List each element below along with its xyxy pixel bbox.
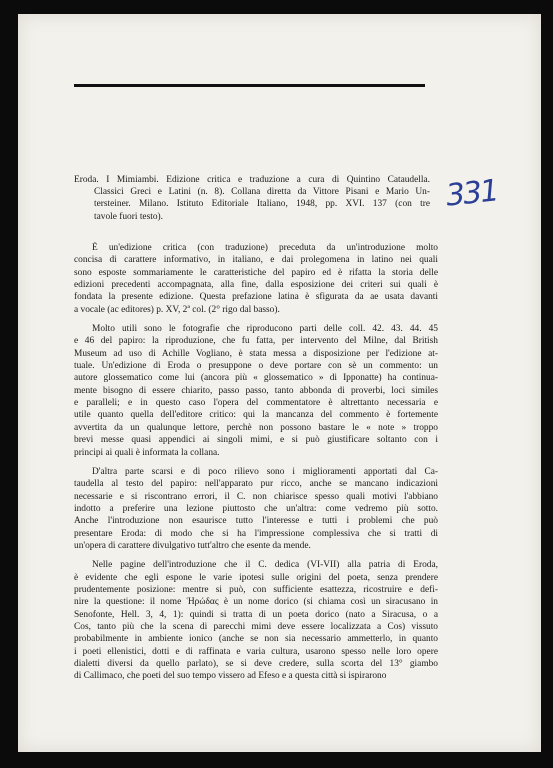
text-line: i poeti ellenistici, dotti e di raffinata e varia cultura, usarono spesso nelle loro opere — [74, 646, 438, 657]
text-line: Museum ad uso di Achille Vogliano, è stata messa a disposizione per l'edizione at- — [74, 348, 438, 359]
text-line: avvertita da un qualunque lettore, perchè non possono bastare le « note » troppo — [74, 422, 438, 433]
citation-line: tavole fuori testo). — [94, 211, 163, 222]
text-line: utile quanto quella dell'editore critico: qui la mancanza del commento è fortemente — [74, 410, 438, 421]
text-line: a vocale (ac editores) p. XV, 2ª col. (2° rigo dal basso). — [74, 304, 280, 315]
text-line: è evidente che egli espone le varie ipotesi sulle origini del poeta, senza prendere — [74, 572, 438, 583]
text-line: indotto a preferire una lezione piuttosto che un'altra: come vedremo più sotto. — [74, 503, 438, 514]
text-line: Senofonte, Hell. 3, 4, 1): quindi si tratta di un poeta dorico (nato a Siracusa, o a — [74, 609, 438, 620]
text-line: sono esposte sommariamente le caratteristiche del papiro ed è rifatta la storia delle — [74, 267, 438, 278]
review-body — [74, 242, 438, 690]
text-line: e 46 del papiro: la riproduzione, che fu fatta, per intervento del Milne, dal British — [74, 336, 438, 347]
text-line: probabilmente in ambiente ionico (anche se non sia necessario ammetterlo, in quanto — [74, 634, 438, 645]
text-line: autore glossematico come lui (ancora più « glossematico » di Ipponatte) ha continua- — [74, 373, 438, 384]
bibliographic-citation — [74, 174, 430, 223]
text-line: Cos, tanto più che la scena di parecchi mimi deve essere localizzata a Cos) vissuto — [74, 621, 438, 632]
text-line: tuale. Un'edizione di Eroda o presuppone o deve portare con sè un commento: un — [74, 361, 438, 372]
citation-line: Eroda. I Mimiambi. Edizione critica e traduzione a cura di Quintino Cataudella. — [74, 175, 430, 185]
text-line: concisa di carattere informativo, in italiano, e dai prolegomena in latino nei quali — [74, 255, 438, 266]
paragraph — [74, 242, 438, 316]
text-line: mente bisogno di essere chiarito, passo passo, tanto abbonda di proverbi, loci similes — [74, 385, 438, 396]
text-line: prudentemente posizione: mentre si può, con sufficiente esattezza, ricostruire e defi- — [74, 584, 438, 595]
text-line: fondata la presente edizione. Questa prefazione latina è sfigurata da ae usata davanti — [74, 292, 438, 303]
text-line: taudella al testo del papiro: nell'apparato pur ricco, anche se mancano indicazioni — [74, 479, 438, 490]
text-line: dialetti diversi da quello parlato), se si deve credere, sulla scorta del 13° giambo — [74, 659, 438, 669]
text-line: Nelle pagine dell'introduzione che il C. dedica (VI-VII) alla patria di Eroda, — [92, 560, 438, 571]
text-line: necessarie e si riscontrano errori, il C. non chiarisce spesso quali motivi l'abbiano — [74, 491, 438, 502]
citation-line: Classici Greci e Latini (n. 8). Collana diretta da Vittore Pisani e Mario Un- — [94, 187, 430, 198]
text-line: Anche l'introduzione non esaurisce tutto l'interesse e tutti i problemi che può — [74, 516, 438, 527]
header-rule — [74, 84, 425, 87]
text-line: Molto utili sono le fotografie che riproducono parti delle coll. 42. 43. 44. 45 — [92, 324, 438, 335]
text-line: nire la questione: il nome Ἡρώδας è un nome dorico (si chiama così un siracusano in — [74, 597, 438, 608]
document-page — [18, 14, 541, 752]
text-line: edizioni precedenti accompagnata, alla fine, dalla esposizione dei criteri sui quali è — [74, 280, 438, 291]
paragraph — [74, 466, 438, 552]
text-line: brevi messe quasi appendici ai singoli mimi, e si può giustificare soltanto con i — [74, 435, 438, 446]
text-line: D'altra parte scarsi e di poco rilievo sono i miglioramenti apportati dal Ca- — [92, 466, 438, 477]
text-line: di Callimaco, che poeti del suo tempo vissero ad Efeso e a questa città si ispirarono — [74, 671, 387, 682]
text-line: presentare Eroda: di modo che si ha l'impressione complessiva che si tratti di — [74, 528, 438, 539]
citation-line: tersteiner. Milano. Istituto Editoriale Italiano, 1948, pp. XVI. 137 (con tre — [94, 199, 430, 210]
text-line: È un'edizione critica (con traduzione) preceduta da un'introduzione molto — [92, 243, 438, 253]
text-line: un'opera di carattere divulgativo tutt'altro che esente da mende. — [74, 540, 311, 551]
text-line: e paralleli; e in questo caso l'opera del commentatore è altrettanto necessaria e — [74, 398, 438, 409]
bleed-through-text — [378, 106, 528, 159]
paragraph — [74, 559, 438, 682]
paragraph — [74, 323, 438, 459]
handwritten-page-number: 331 — [444, 173, 499, 214]
text-line: principi ai quali è informata la collana. — [74, 447, 220, 458]
